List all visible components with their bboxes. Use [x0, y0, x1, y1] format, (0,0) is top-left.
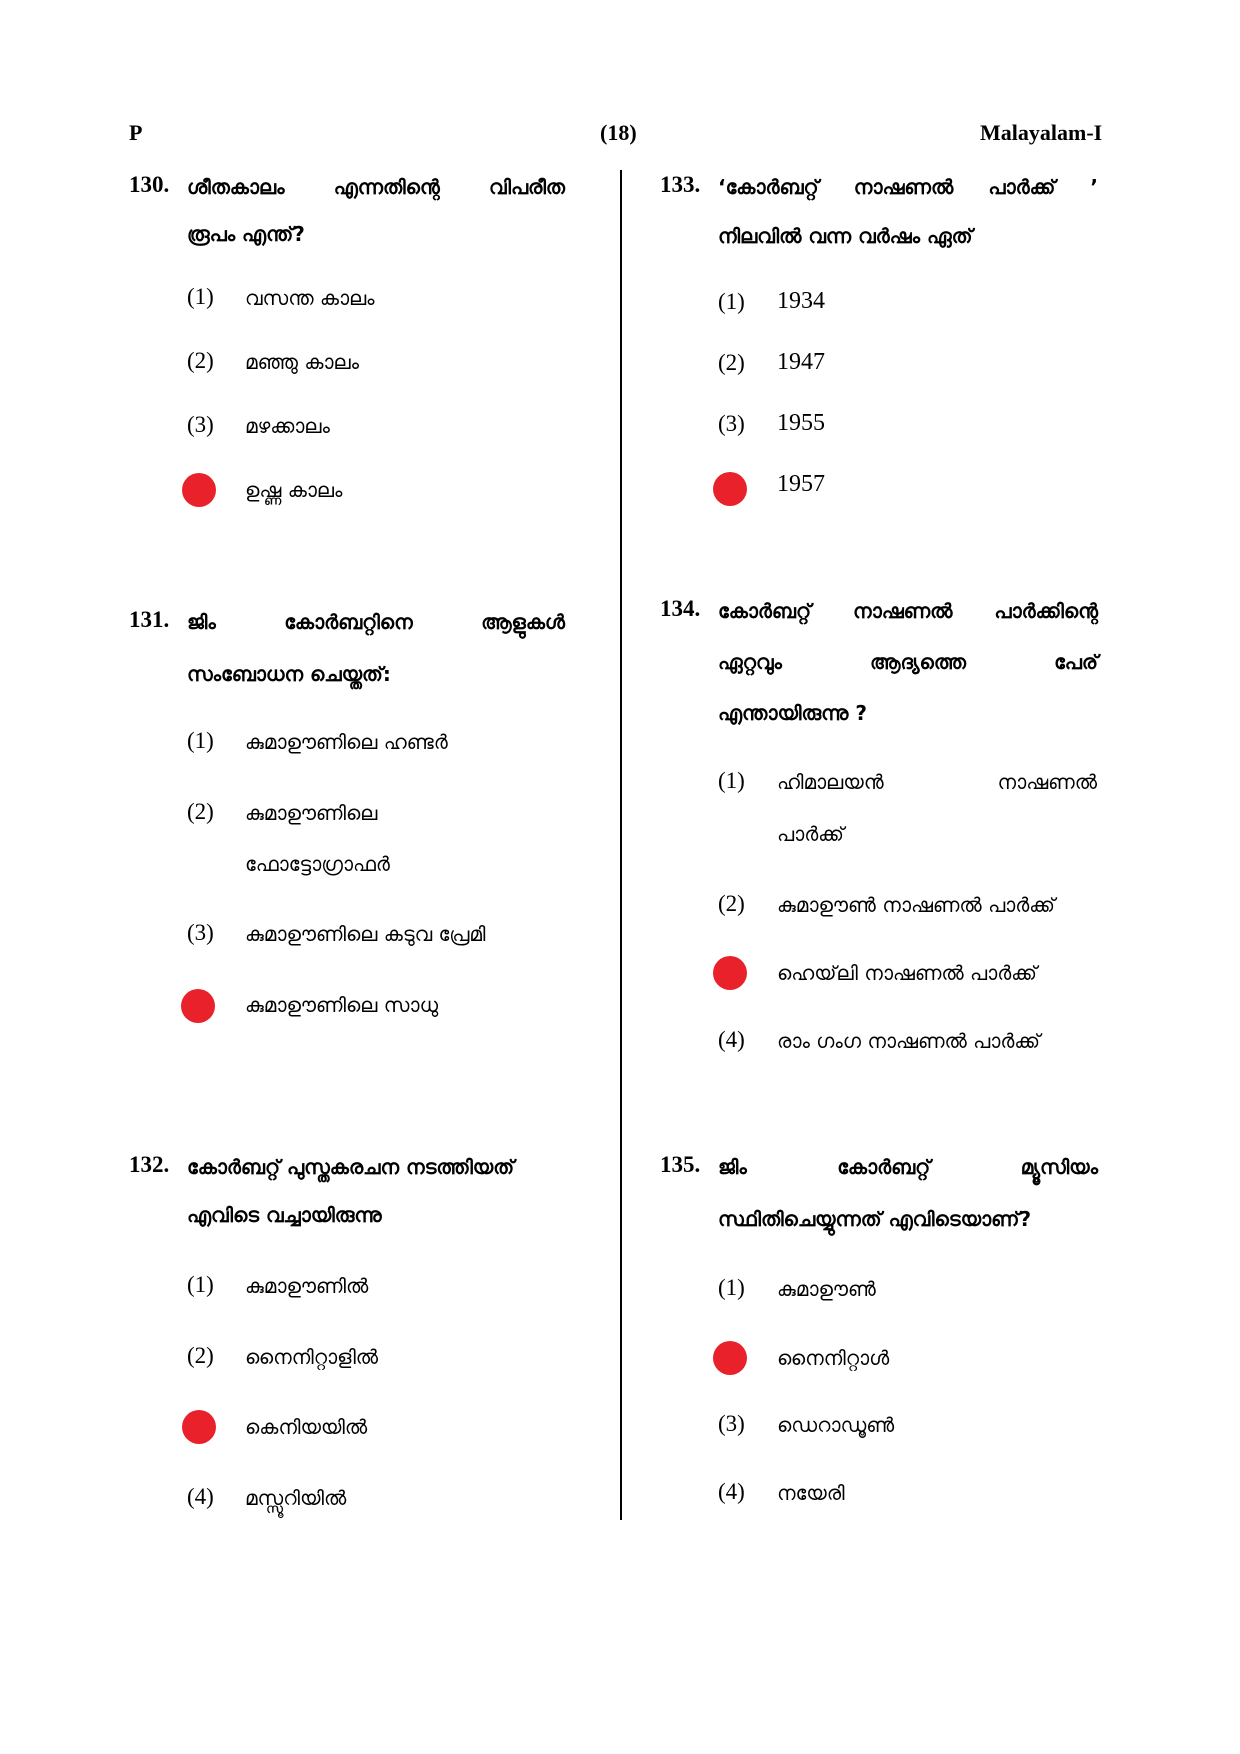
option-2-number[interactable]: (2): [187, 799, 214, 824]
option-1-text[interactable]: 1934: [777, 288, 825, 314]
question-word: കോർബറ്റ്: [718, 599, 812, 623]
question-word: ’: [1090, 175, 1098, 199]
question-word: ജിം: [187, 610, 216, 634]
option-1-text-cont[interactable]: പാർക്ക്: [777, 822, 844, 846]
answer-mark-icon: [713, 472, 747, 506]
answer-mark-icon: [182, 1410, 216, 1444]
option-2-text[interactable]: കുമാഊണിലെ: [245, 801, 378, 825]
option-4-number[interactable]: (4): [718, 1479, 745, 1504]
option-3-text[interactable]: മഴക്കാലം: [245, 414, 330, 438]
question-text-line-2: രൂപം എന്ത്?: [187, 222, 305, 246]
question-word: വിപരീത: [489, 175, 565, 199]
column-divider: [620, 170, 622, 1520]
question-text-line-2: സ്ഥിതിചെയ്യുന്നത് എവിടെയാണ്?: [718, 1207, 1032, 1231]
option-3-number[interactable]: (3): [718, 411, 745, 436]
option-3-number[interactable]: (3): [718, 1411, 745, 1436]
option-4-text[interactable]: ഉഷ്ണ കാലം: [245, 478, 343, 502]
option-3-number[interactable]: (3): [187, 412, 214, 437]
answer-mark-icon: [713, 1341, 747, 1375]
question-text-line-1: [718, 599, 1098, 623]
option-2-number[interactable]: (2): [718, 891, 745, 916]
question-text-line-3: എന്തായിരുന്നു ?: [718, 701, 867, 725]
option-1-number[interactable]: (1): [187, 284, 214, 309]
question-number: 131.: [129, 607, 170, 632]
option-1-text[interactable]: കുമാഊണിൽ: [245, 1274, 369, 1298]
option-3-text[interactable]: കെനിയയിൽ: [245, 1415, 368, 1439]
option-word: നാഷണൽ: [997, 770, 1097, 794]
option-4-text[interactable]: 1957: [777, 471, 825, 497]
page-number: (18): [600, 120, 637, 145]
option-1-number[interactable]: (1): [187, 1272, 214, 1297]
question-word: നാഷണൽ: [853, 599, 953, 623]
question-word: എന്നതിന്റെ: [333, 175, 440, 199]
question-word: ശീതകാലം: [187, 175, 285, 199]
question-word: നാഷണൽ: [853, 175, 954, 199]
subject-title: Malayalam-I: [980, 120, 1103, 145]
option-4-number[interactable]: (4): [718, 1027, 745, 1052]
option-2-text[interactable]: നൈനിറ്റാൾ: [777, 1346, 890, 1370]
option-3-text[interactable]: കുമാഊണിലെ കടുവ പ്രേമി: [245, 922, 486, 946]
option-2-number[interactable]: (2): [718, 350, 745, 375]
question-word: കോർബറ്റ്: [837, 1155, 931, 1179]
question-text-line-1: [187, 610, 565, 634]
answer-mark-icon: [713, 956, 747, 990]
option-1-number[interactable]: (1): [718, 768, 745, 793]
option-1-text[interactable]: [777, 770, 1097, 794]
question-text-line-2: എവിടെ വച്ചായിരുന്നു: [187, 1203, 382, 1227]
option-2-text[interactable]: നൈനിറ്റാളിൽ: [245, 1345, 379, 1369]
question-text-line-1: [187, 175, 565, 199]
question-word: കോർബറ്റിനെ: [284, 610, 413, 634]
option-4-text[interactable]: രാം ഗംഗ നാഷണൽ പാർക്ക്: [777, 1029, 1041, 1053]
question-number: 135.: [660, 1152, 701, 1177]
option-2-text[interactable]: 1947: [777, 349, 825, 375]
question-text-line-2: [718, 650, 1098, 674]
question-word: പാർക്കിന്റെ: [994, 599, 1098, 623]
option-2-text[interactable]: കുമാഊൺ നാഷണൽ പാർക്ക്: [777, 893, 1055, 917]
question-number: 134.: [660, 596, 701, 621]
option-4-number[interactable]: (4): [187, 1484, 214, 1509]
question-text-line-1: കോർബറ്റ് പുസ്തകരചന നടത്തിയത്: [187, 1155, 515, 1179]
question-word: ഏറ്റവും: [718, 650, 782, 674]
option-4-text[interactable]: മസ്സൂറിയിൽ: [245, 1486, 347, 1510]
option-3-text[interactable]: ഡെറാഡൂൺ: [777, 1413, 895, 1437]
option-2-number[interactable]: (2): [187, 348, 214, 373]
option-1-text[interactable]: കുമാഊൺ: [777, 1277, 876, 1301]
question-word: മ്യൂസിയം: [1020, 1155, 1098, 1179]
option-4-text[interactable]: നയേരി: [777, 1481, 845, 1505]
question-word: പേര്: [1054, 650, 1098, 674]
question-number: 133.: [660, 172, 701, 197]
question-text-line-1: [718, 1155, 1098, 1179]
set-code: P: [129, 120, 143, 145]
option-2-text[interactable]: മഞ്ഞു കാലം: [245, 350, 360, 374]
question-text-line-2: നിലവിൽ വന്ന വർഷം ഏത്: [718, 224, 973, 248]
option-1-text[interactable]: കുമാഊണിലെ ഹണ്ടർ: [245, 730, 448, 754]
question-word: ആളുകൾ: [481, 610, 565, 634]
option-word: ഹിമാലയൻ: [777, 770, 884, 794]
answer-mark-icon: [181, 989, 215, 1023]
question-word: പാർക്ക്: [988, 175, 1056, 199]
question-text-line-1: [718, 175, 1098, 199]
option-1-number[interactable]: (1): [718, 289, 745, 314]
option-3-number[interactable]: (3): [187, 920, 214, 945]
option-2-number[interactable]: (2): [187, 1343, 214, 1368]
question-word: ജിം: [718, 1155, 747, 1179]
question-text-line-2: സംബോധന ചെയ്തത്:: [187, 662, 391, 686]
option-1-number[interactable]: (1): [187, 728, 214, 753]
option-3-text[interactable]: 1955: [777, 410, 825, 436]
question-number: 132.: [129, 1152, 170, 1177]
question-number: 130.: [129, 172, 170, 197]
answer-mark-icon: [182, 473, 216, 507]
option-1-number[interactable]: (1): [718, 1275, 745, 1300]
option-1-text[interactable]: വസന്ത കാലം: [245, 286, 375, 310]
question-word: ആദ്യത്തെ: [870, 650, 966, 674]
question-word: ‘കോർബറ്റ്: [718, 175, 819, 199]
option-2-text-cont[interactable]: ഫോട്ടോഗ്രാഫർ: [245, 852, 390, 876]
option-3-text[interactable]: ഹെയ്‌ലി നാഷണൽ പാർക്ക്: [777, 961, 1037, 985]
option-4-text[interactable]: കുമാഊണിലെ സാധു: [245, 993, 439, 1017]
